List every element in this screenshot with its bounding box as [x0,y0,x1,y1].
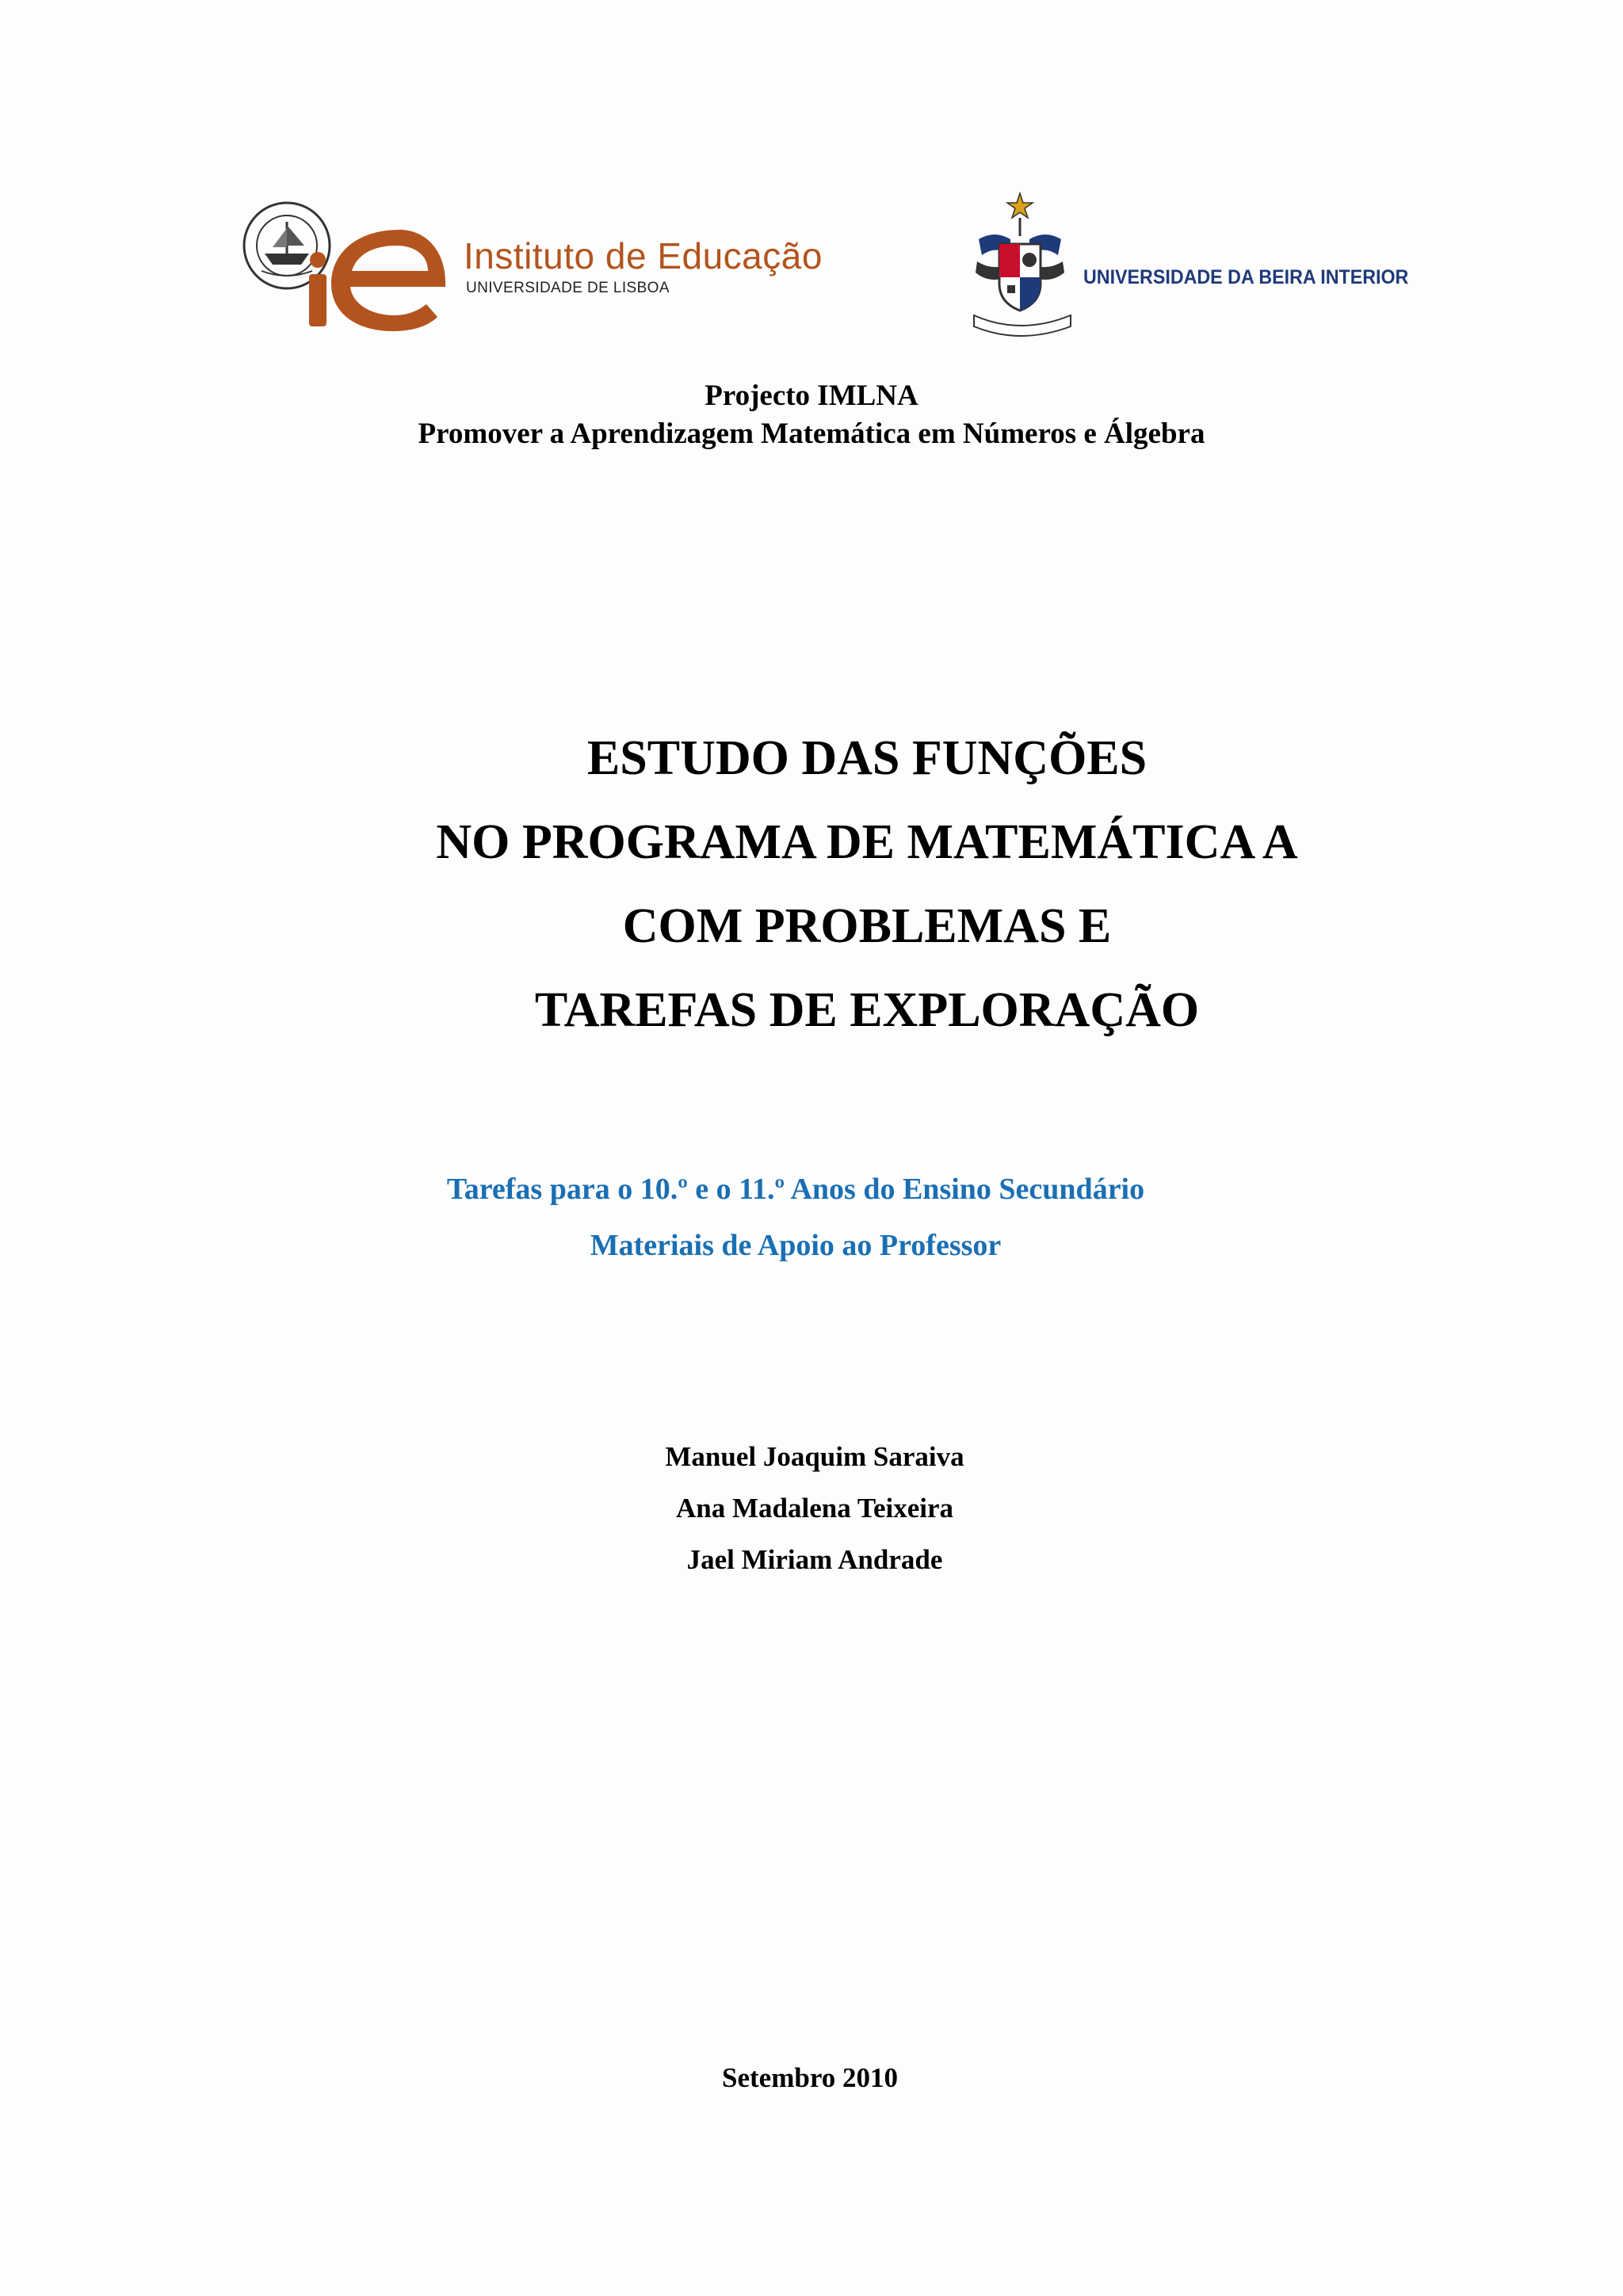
author-1: Manuel Joaquim Saraiva [665,1441,964,1472]
author-2: Ana Madalena Teixeira [675,1493,954,1524]
title-line-3: COM PROBLEMAS E [622,899,1112,953]
title-line-4: TAREFAS DE EXPLORAÇÃO [534,983,1200,1037]
ubi-logo-name: UNIVERSIDADE DA BEIRA INTERIOR [1083,266,1409,288]
author-3: Jael Miriam Andrade [686,1544,943,1575]
title-line-1: ESTUDO DAS FUNÇÕES [586,731,1148,785]
project-name: Projecto IMLNA [705,379,918,412]
ie-logo-subtitle: UNIVERSIDADE DE LISBOA [466,280,670,296]
ie-emblem-icon [238,198,475,333]
ubi-coat-of-arms-icon [963,190,1082,341]
subtitle-line-1: Tarefas para o 10.º e o 11.º Anos do Ensino Secundário [446,1173,1145,1206]
ubi-logo [963,190,1407,341]
subtitle-line-2: Materiais de Apoio ao Professor [590,1229,1002,1262]
ie-logo [238,198,840,333]
ie-logo-name: Instituto de Educação [464,235,823,277]
project-subtitle: Promover a Aprendizagem Matemática em Números e Álgebra [418,418,1205,450]
title-line-2: NO PROGRAMA DE MATEMÁTICA A [436,815,1298,869]
publication-date: Setembro 2010 [722,2062,898,2093]
